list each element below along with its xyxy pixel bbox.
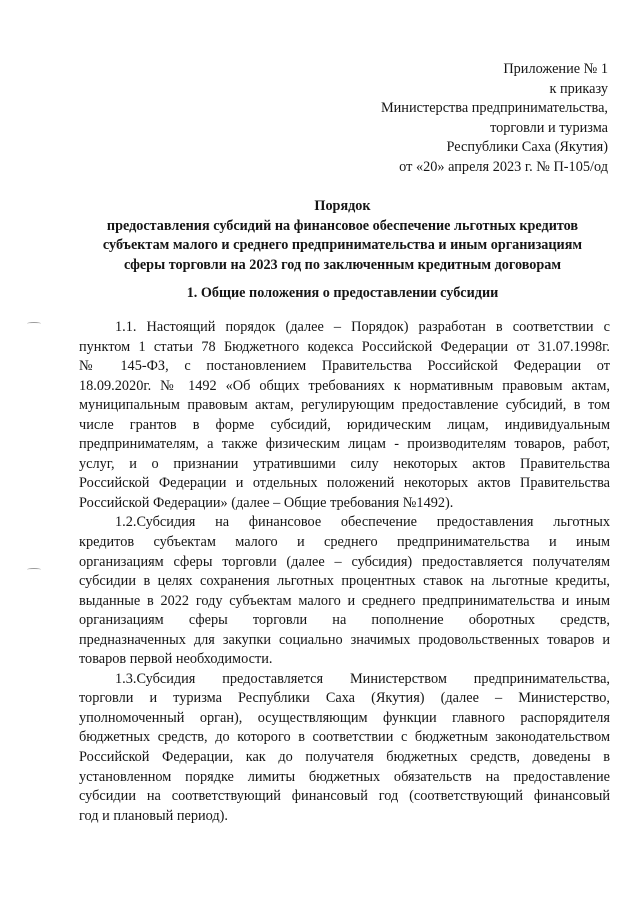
paragraph-1-3 (79, 670, 610, 826)
text-line: субсидии в целях сохранения льготных процентных ставок на льготные кредиты, (79, 573, 610, 590)
text-line: Российской Федерации, как до получателя бюджетных средств, доведены в (79, 749, 610, 766)
text-line: Российской Федерации и отдельных положений некоторых актов Правительства (79, 475, 610, 492)
document-body (79, 318, 610, 826)
text-line: субсидии на соответствующий финансовый год (соответствующий финансовый (79, 788, 610, 805)
text-line: муниципальным правовым актам, регулирующим предоставление субсидий, в том (79, 397, 610, 414)
title-line: сферы торговли на 2023 год по заключенным кредитным договорам (123, 256, 562, 273)
text-line: предпринимателям, а также физическим лицам - производителям товаров, работ, (79, 436, 610, 453)
title-line: субъектам малого и среднего предпринимательства и иным организациям (102, 237, 583, 254)
header-line: Республики Саха (Якутия) (446, 139, 608, 156)
text-line: уполномоченный орган), осуществляющим функции главного распорядителя (79, 709, 610, 726)
text-line: числе грантов в форме субсидий, юридическим лицам, индивидуальным (79, 416, 610, 433)
text-line: 1.3.Субсидия предоставляется Министерством предпринимательства, (115, 670, 610, 687)
paragraph-1-2 (79, 513, 610, 669)
text-line: кредитов субъектам малого и среднего предпринимательства и иным (79, 534, 610, 551)
text-line: установленном порядке лимиты бюджетных обязательств на предоставление (79, 768, 610, 785)
header-line: Министерства предпринимательства, (380, 100, 608, 117)
section-heading: 1. Общие положения о предоставлении субсидии (186, 285, 499, 301)
text-line: торговли и туризма Республики Саха (Якутия) (далее – Министерство, (79, 690, 610, 707)
header-line: Приложение № 1 (503, 61, 608, 77)
title-line: предоставления субсидий на финансовое обеспечение льготных кредитов (106, 217, 579, 234)
text-line: выданные в 2022 году субъектам малого и среднего предпринимательства и иным (79, 592, 610, 609)
appendix-header (381, 60, 608, 178)
text-line: предназначенных для закупки социально значимых продовольственных товаров и (79, 631, 610, 648)
text-line: № 145-ФЗ, с постановлением Правительства Российской Федерации от (79, 358, 610, 375)
document-title (70, 197, 615, 275)
text-line: 18.09.2020г. № 1492 «Об общих требованиях к нормативным правовым актам, (79, 377, 610, 394)
title-line: Порядок (314, 198, 371, 214)
header-line: торговли и туризма (490, 119, 608, 136)
text-line: организациям сферы торговли (далее – субсидия) предоставляется получателям (79, 553, 610, 570)
text-line: услуг, и о признании утратившими силу некоторых актов Правительства (79, 455, 610, 472)
text-line: бюджетных средств, до которого в соответствии с бюджетным законодательством (79, 729, 610, 746)
text-line: товаров первой необходимости. (79, 651, 273, 668)
header-line: от «20» апреля 2023 г. № П-105/од (399, 158, 608, 175)
text-line: организациям сферы торговли на пополнение оборотных средств, (79, 612, 610, 629)
text-line: Российской Федерации» (далее – Общие требования №1492). (79, 494, 454, 511)
text-line: год и плановый период). (79, 807, 228, 824)
scan-artifact-mark (27, 568, 41, 571)
header-line: к приказу (549, 80, 608, 97)
paragraph-1-1 (79, 318, 610, 513)
text-line: 1.2.Субсидия на финансовое обеспечение предоставления льготных (115, 514, 610, 531)
scan-artifact-mark (27, 322, 41, 325)
text-line: пунктом 1 статьи 78 Бюджетного кодекса Российской Федерации от 31.07.1998г. (79, 338, 610, 355)
text-line: 1.1. Настоящий порядок (далее – Порядок) разработан в соответствии с (115, 319, 610, 335)
